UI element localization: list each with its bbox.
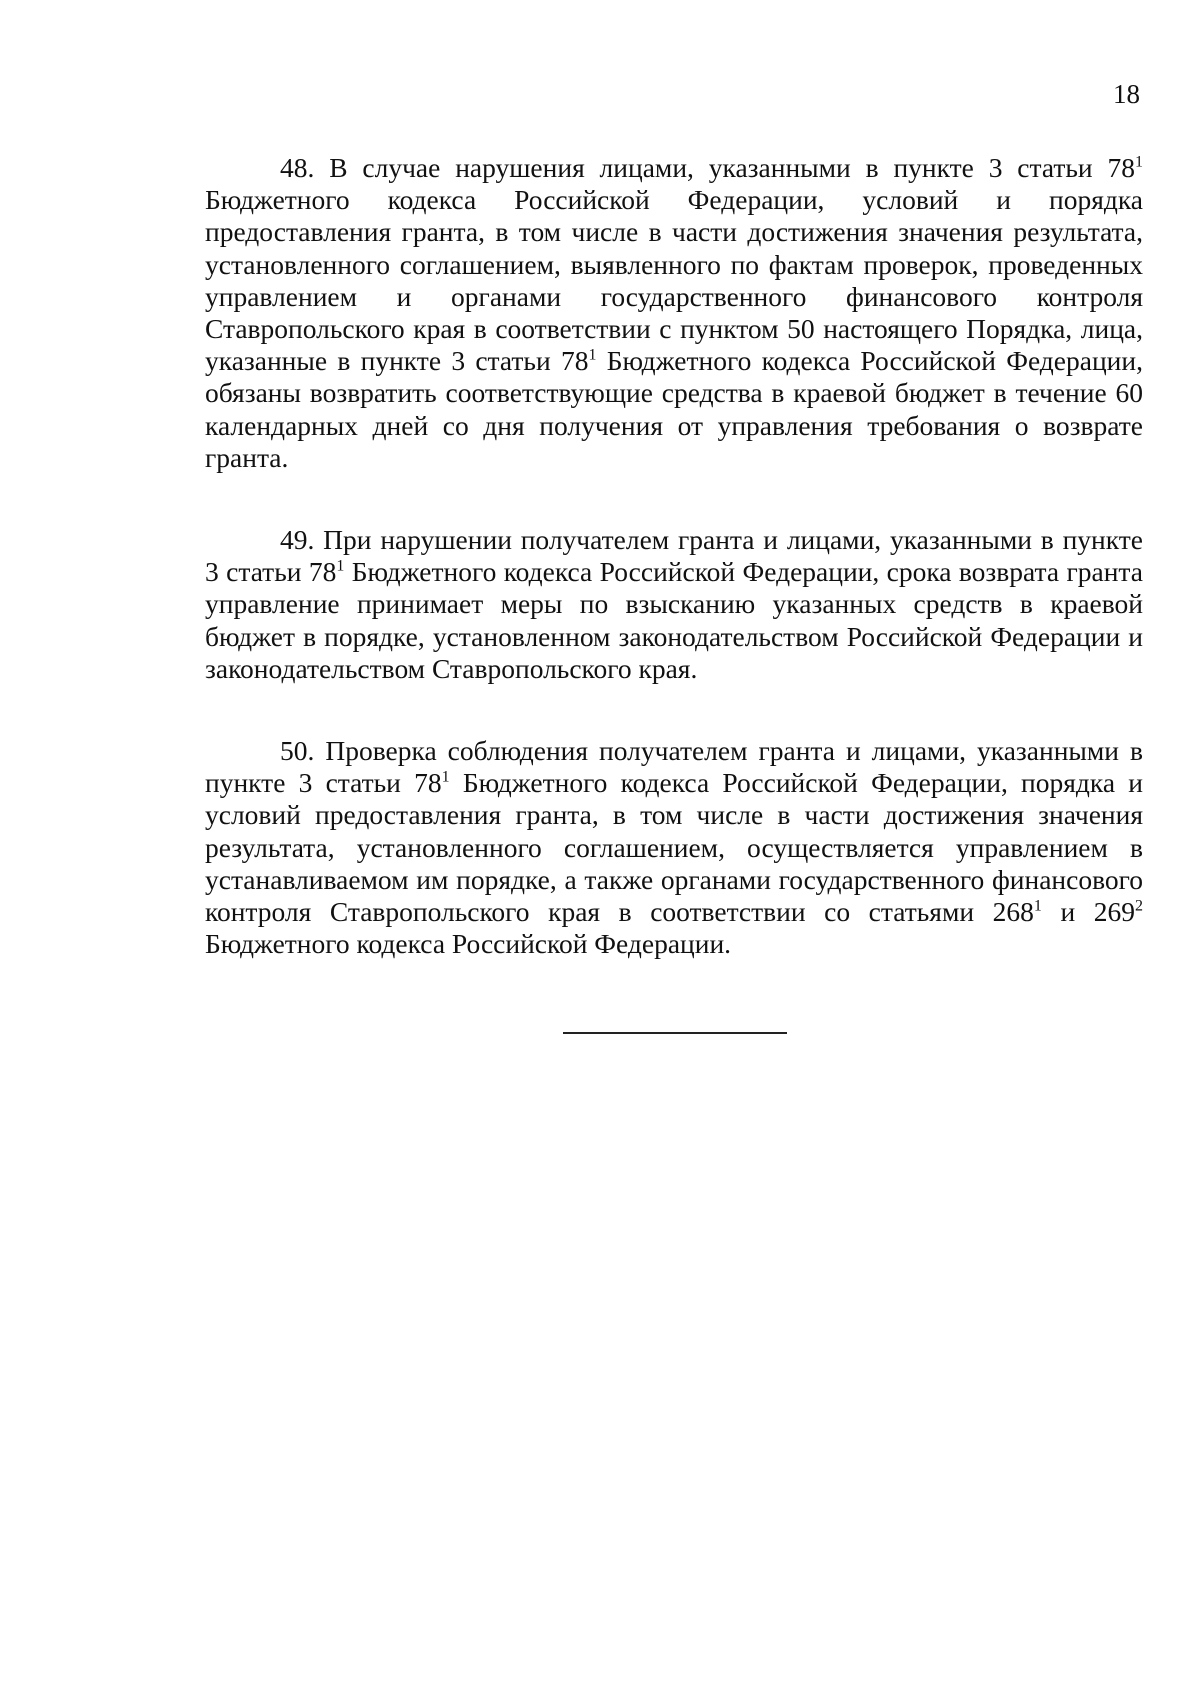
paragraph-48 [205, 152, 1143, 474]
superscript: 1 [336, 557, 345, 575]
paragraph-text: Бюджетного кодекса Российской Федерации. [205, 928, 732, 960]
paragraph-text: 49. При нарушении получателем гранта и лицами, указанными в пункте 3 статьи 78 [205, 524, 1143, 588]
paragraph-text: 50. Проверка соблюдения получателем гранта и лицами, указанными в пункте 3 статьи 78 [205, 735, 1143, 799]
superscript: 1 [1135, 153, 1143, 171]
paragraph-text: Бюджетного кодекса Российской Федерации, обязаны возвратить соответствующие средства в краевой бюджет в течение 60 календарных дней со дня получения от управления требования о возврате гранта. [205, 345, 1143, 473]
paragraph-text: 48. В случае нарушения лицами, указанными в пункте 3 статьи 78 [280, 152, 1135, 183]
page-number: 18 [1113, 79, 1140, 109]
superscript: 1 [1033, 897, 1042, 915]
end-of-document-rule [563, 1032, 787, 1034]
superscript: 1 [588, 346, 597, 364]
paragraph-text: и 269 [1041, 896, 1136, 928]
paragraph-text: Бюджетного кодекса Российской Федерации, срока возврата гранта управление принимает меры по взысканию указанных средств в краевой бюджет в порядке, установленном законодательством Российской Федерации и законодательством Ставропольского края. [205, 556, 1143, 684]
paragraph-text: Бюджетного кодекса Российской Федерации, порядка и условий предоставления гранта, в том числе в части достижения значения результата, установленного соглашением, осуществляется управлением в устанавливаемом им порядке, а также органами государственного финансового контроля Ставропольского края в соответствии со статьями 268 [205, 767, 1143, 928]
paragraph-50 [205, 735, 1143, 960]
superscript: 1 [441, 768, 450, 786]
paragraph-49 [205, 524, 1143, 685]
paragraph-text: Бюджетного кодекса Российской Федерации, условий и порядка предоставления гранта, в том числе в части достижения значения результата, установленного соглашением, выявленного по фактам проверок, проведенных управлением и органами государственного финансового контроля Ставропольского края в соответствии с пунктом 50 настоящего Порядка, лица, указанные в пункте 3 статьи 78 [205, 184, 1143, 377]
document-body [205, 152, 1143, 1010]
superscript: 2 [1135, 897, 1144, 915]
